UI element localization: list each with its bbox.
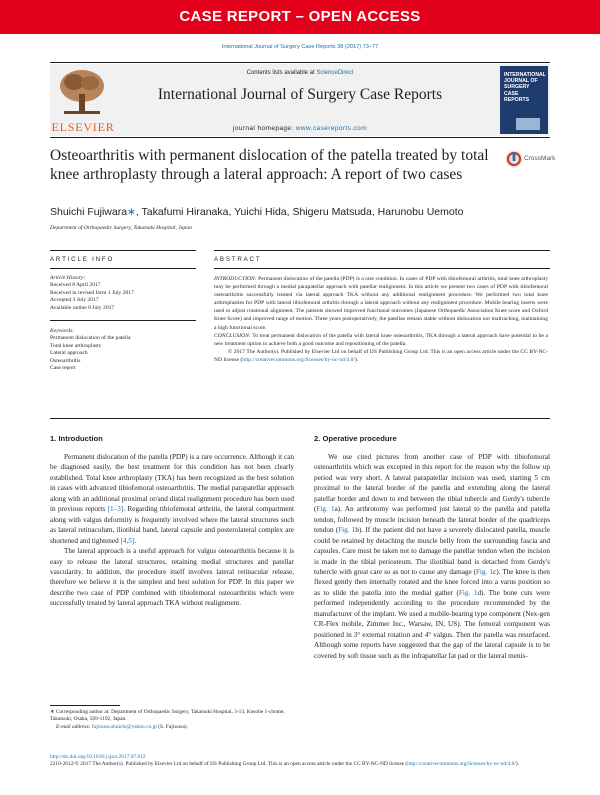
abstract-license-link[interactable]: http://creativecommons.org/licenses/by-nc-nd/4.0/ — [242, 356, 355, 363]
article-info-heading: ARTICLE INFO — [50, 256, 115, 263]
homepage-prefix: journal homepage: — [232, 125, 296, 132]
affiliation: Department of Orthopaedic Surgery, Takatsuki Hospital, Japan — [50, 225, 192, 231]
figure-link[interactable]: Fig. 1 — [338, 526, 356, 535]
footnote-rule — [50, 705, 120, 706]
corresponding-author[interactable]: Shuichi Fujiwara — [50, 206, 128, 218]
keywords-block — [50, 328, 196, 372]
header-top-rule — [50, 62, 550, 63]
keywords-rule — [50, 320, 196, 321]
text-run: Permanent dislocation of the patella (PDP) is a rare occurrence. Although it can be diagnosed easily, the best treatment for this condition has not been clearly established. Total knee arthroplasty (TKA) has been recognized as the best solution in cases with advanced tibiofemoral osteoarthritis. The medial parapatellar approach along with an additional proximal or/and distal realignment procedure has been used in previous reports — [50, 453, 294, 514]
intro-paragraph-2: The lateral approach is a useful approach for valgus osteoarthritis because it is easy to release the lateral structures, retaining medial structures and patellar vascularity. In addition, the procedure itself involves lateral retinacular release, therefore we believe it is the simplest and best solution for PDP. In this paper we describe two case of PDP combined with tibiofemoral osteoarthritis which were successfully treated by lateral approach TKA without realignment. — [50, 547, 294, 608]
section-heading-operative-procedure: 2. Operative procedure — [314, 434, 397, 443]
keyword-item: Lateral approach — [50, 350, 88, 357]
article-info-rule — [50, 250, 196, 251]
bottom-license — [50, 761, 550, 768]
history-item: Received 8 April 2017 — [50, 282, 101, 289]
figure-link[interactable]: Fig. 1 — [458, 588, 478, 597]
article-title: Osteoarthritis with permanent dislocation of the patella treated by total knee arthroplasty through a lateral approach: A report of two cases — [50, 147, 489, 183]
reference-link[interactable]: [1–3] — [107, 505, 124, 514]
text-run: a). An arthrotomy was performed just lateral to the patella and patella tendon, followed by muscle incision beneath the lateral border of the quadriceps tendon ( — [314, 505, 550, 535]
section-heading-introduction: 1. Introduction — [50, 434, 103, 443]
cover-image-icon — [516, 118, 540, 130]
page-bottom-info — [50, 754, 550, 769]
history-item: Accepted 3 July 2017 — [50, 297, 99, 304]
intro-paragraph-1 — [50, 452, 294, 546]
operative-paragraph-1 — [314, 452, 550, 661]
text-run: . — [134, 536, 137, 545]
article-history — [50, 275, 196, 312]
abstract-rule-2 — [214, 268, 550, 269]
abstract-intro-text: Permanent dislocation of the patella (PDP) is a rare condition. In cases of PDP with tibiofemoral arthritis, total knee arthroplasty may be performed through a medial parapatellar approach with patellar realignment. In this article we present two cases of PDP with tibiofemoral osteoarthritis successfully treated via lateral approach TKA without any additional realignment procedure. We performed two total knee arthroplasties for PDP with lateral tibiofemoral arthritis through a lateral approach without any realignment procedure. Mobile bearing inserts were used to adjust rotational alignment. The patients showed improved functional outcomes (Japanese Orthopaedic Association Knee score and Oxford Knee Score) and improved range of motion. Three years postoperatively, the patellae remain stable without dislocation nor maltracking, maintaining a high functional score. — [214, 276, 548, 331]
header-bottom-rule — [50, 137, 550, 138]
keyword-item: Case report — [50, 365, 76, 372]
journal-title: International Journal of Surgery Case Reports — [157, 86, 443, 103]
abstract-conclusion-text: To treat permanent dislocation of the patella with lateral knee osteoarthritis, TKA through a lateral approach have potential to be a new treatment option to achieve both a good outcome and repositioning of the patella. — [214, 332, 548, 347]
crossmark-icon[interactable] — [505, 150, 523, 168]
corresponding-author-note: ∗ Corresponding author at: Department of Orthopaedic Surgery, Takatsuki Hospital, 3-13, Kosobe 1-chome, Takatsuki, Osaka, 569-1192, Japan. — [50, 709, 285, 723]
article-info-rule-2 — [50, 268, 196, 269]
reference-link[interactable]: [4,5] — [120, 536, 135, 545]
open-access-banner: CASE REPORT – OPEN ACCESS — [0, 0, 600, 34]
crossmark-label[interactable]: CrossMark — [524, 155, 556, 162]
keyword-item: Permanent dislocation of the patella — [50, 335, 131, 342]
history-item: Available online 8 July 2017 — [50, 304, 115, 311]
abstract-heading: ABSTRACT — [214, 256, 262, 263]
text-run: c). The knee is then flexed gently then internally rotated and the knee forced into a varus position so as to slide the patella into the medial gather ( — [314, 567, 550, 597]
keyword-item: Osteoarthritis — [50, 357, 81, 364]
figure-link[interactable]: Fig. 1 — [476, 567, 493, 576]
text-run: . Regarding tibiofemoral arthritis, the lateral compartment along with valgus deformity is frequently involved where the lateral structures such as lateral retinaculum, iliotibial band, lateral capsule and posterolateral complex are shortened and tightened — [50, 505, 294, 545]
operative-procedure-body — [314, 452, 550, 661]
contents-prefix: Contents lists available at — [246, 70, 317, 76]
abstract-body — [214, 275, 548, 364]
contents-line — [50, 70, 550, 76]
text-run: d). The bone cuts were performed independently according to the procedure recommended by the manufacturer of the implant. We used a mobile-bearing type component (Nex-gen CR-Flex mobile, Zimmer Inc., Warsaw, IN, US). The femoral component was positioned in 3° external rotation and 4° valgus. Then the patella was resurfaced. Although some reports have suggested that the gap of the lateral capsule is to be covered by soft tissue such as the infrapatellar fat pad or the lateral menis- — [314, 588, 550, 660]
email-link[interactable]: fujiwara.shuichi@yahoo.co.jp — [91, 723, 157, 730]
bottom-license-suffix: ). — [515, 761, 519, 768]
cover-text: INTERNATIONAL JOURNAL OF SURGERY CASE REPORTS — [504, 72, 546, 103]
email-label: E-mail address: — [56, 723, 92, 730]
publisher-logo-text: ELSEVIER — [51, 120, 115, 134]
keyword-item: Total knee arthroplasty — [50, 342, 102, 349]
journal-cover-thumbnail — [500, 66, 548, 134]
footnote — [50, 709, 294, 731]
keywords-label: Keywords: — [50, 328, 75, 334]
text-run: b). If the patient did not have a severely dislocated patella, muscle could be retained by detaching the muscle belly from the surrounding fascia and capsules. Care must be taken not to damage the patellar tendon when the incision is made in the tibial periosteum. The iliotibial band is detached from Gerdy's tubercle with great care so as not to cause any damage ( — [314, 526, 551, 576]
email-line — [50, 724, 294, 731]
homepage-link[interactable]: www.casereports.com — [295, 125, 368, 132]
history-label: Article History: — [50, 275, 86, 281]
co-authors: , Takafumi Hiranaka, Yuichi Hida, Shigeru Matsuda, Harunobu Uemoto — [135, 206, 464, 218]
history-item: Received in revised form 1 July 2017 — [50, 289, 134, 296]
sciencedirect-link[interactable]: ScienceDirect — [316, 70, 354, 76]
abstract-intro-label: INTRODUCTION: — [214, 276, 257, 282]
corresponding-author-mark[interactable]: ∗ — [127, 206, 136, 218]
abstract-rule — [214, 250, 550, 251]
abstract-end-rule — [50, 418, 550, 419]
introduction-body — [50, 452, 294, 609]
figure-link[interactable]: Fig. 1 — [316, 505, 335, 514]
bottom-license-link[interactable]: http://creativecommons.org/licenses/by-nc-nd/4.0/ — [407, 761, 516, 768]
bottom-license-text: 2210-2612/© 2017 The Author(s). Published by Elsevier Ltd on behalf of IJS Publishing Group Ltd. This is an open access article under the CC BY-NC-ND license ( — [50, 761, 408, 768]
abstract-license-suffix: ). — [354, 356, 359, 363]
journal-homepage — [120, 125, 480, 132]
author-list — [50, 206, 550, 218]
email-suffix: (S. Fujiwara). — [156, 723, 188, 730]
text-run: We use cited pictures from another case of PDP with tibiofemoral osteoarthritis which was excepted in this report for the reason why the follow up period was very short. A lateral parapatellar incision was used, starting 5 cm proximal to the lateral border of the patella and extending along the lateral patellar border and down to end between the tibial tubercle and Gerdy's tubercle ( — [314, 453, 550, 514]
abstract-conclusion-label: CONCLUSION: — [214, 332, 251, 339]
abstract-license-prefix: © 2017 The Author(s). Published by Elsevier Ltd on behalf of IJS Publishing Group Ltd. This is an open access article under the CC BY-NC-ND license ( — [214, 348, 548, 363]
journal-citation[interactable]: International Journal of Surgery Case Reports 38 (2017) 73–77 — [221, 44, 379, 50]
doi-link[interactable]: http://dx.doi.org/10.1016/j.ijscr.2017.07.012 — [50, 754, 146, 760]
